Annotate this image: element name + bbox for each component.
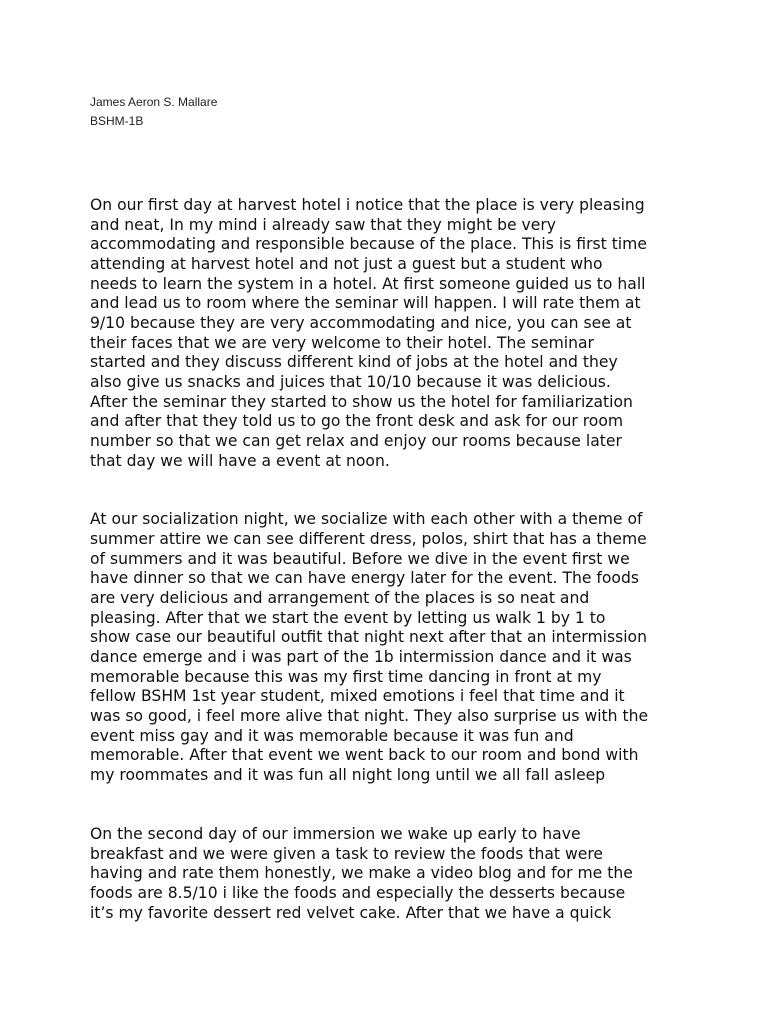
class-section: BSHM-1B [90,114,144,128]
document-body [90,196,690,923]
paragraph-second-day: On the second day of our immersion we wake up early to have breakfast and we were given a task to review the foods that were having and rate them honestly, we make a video blog and for me the foods are 8.5/10 i like the foods and especially the desserts because it’s my favorite dessert red velvet cake. After that we have a quick [90,824,633,922]
author-name: James Aeron S. Mallare [90,95,218,109]
document-header [90,93,217,131]
paragraph-first-day: On our first day at harvest hotel i notice that the place is very pleasing and neat, In my mind i already saw that they might be very accommodating and responsible because of the place. This is first time attending at harvest hotel and not just a guest but a student who needs to learn the system in a hotel. At first someone guided us to hall and lead us to room where the seminar will happen. I will rate them at 9/10 because they are very accommodating and nice, you can see at their faces that we are very welcome to their hotel. The seminar started and they discuss different kind of jobs at the hotel and they also give us snacks and juices that 10/10 because it was delicious. After the seminar they started to show us the hotel for familiarization and after that they told us to go the front desk and ask for our room number so that we can get relax and enjoy our rooms because later that day we will have a event at noon. [90,196,647,470]
paragraph-socialization-night: At our socialization night, we socialize with each other with a theme of summer attire we can see different dress, polos, shirt that has a theme of summers and it was beautiful. Before we dive in the event first we have dinner so that we can have energy later for the event. The foods are very delicious and arrangement of the places is so neat and pleasing. After that we start the event by letting us walk 1 by 1 to show case our beautiful outfit that night next after that an intermission dance emerge and i was part of the 1b intermission dance and it was memorable because this was my first time dancing in front at my fellow BSHM 1st year student, mixed emotions i feel that time and it was so good, i feel more alive that night. They also surprise us with the event miss gay and it was memorable because it was fun and memorable. After that event we went back to our room and bond with my roommates and it was fun all night long until we all fall asleep [90,510,649,785]
